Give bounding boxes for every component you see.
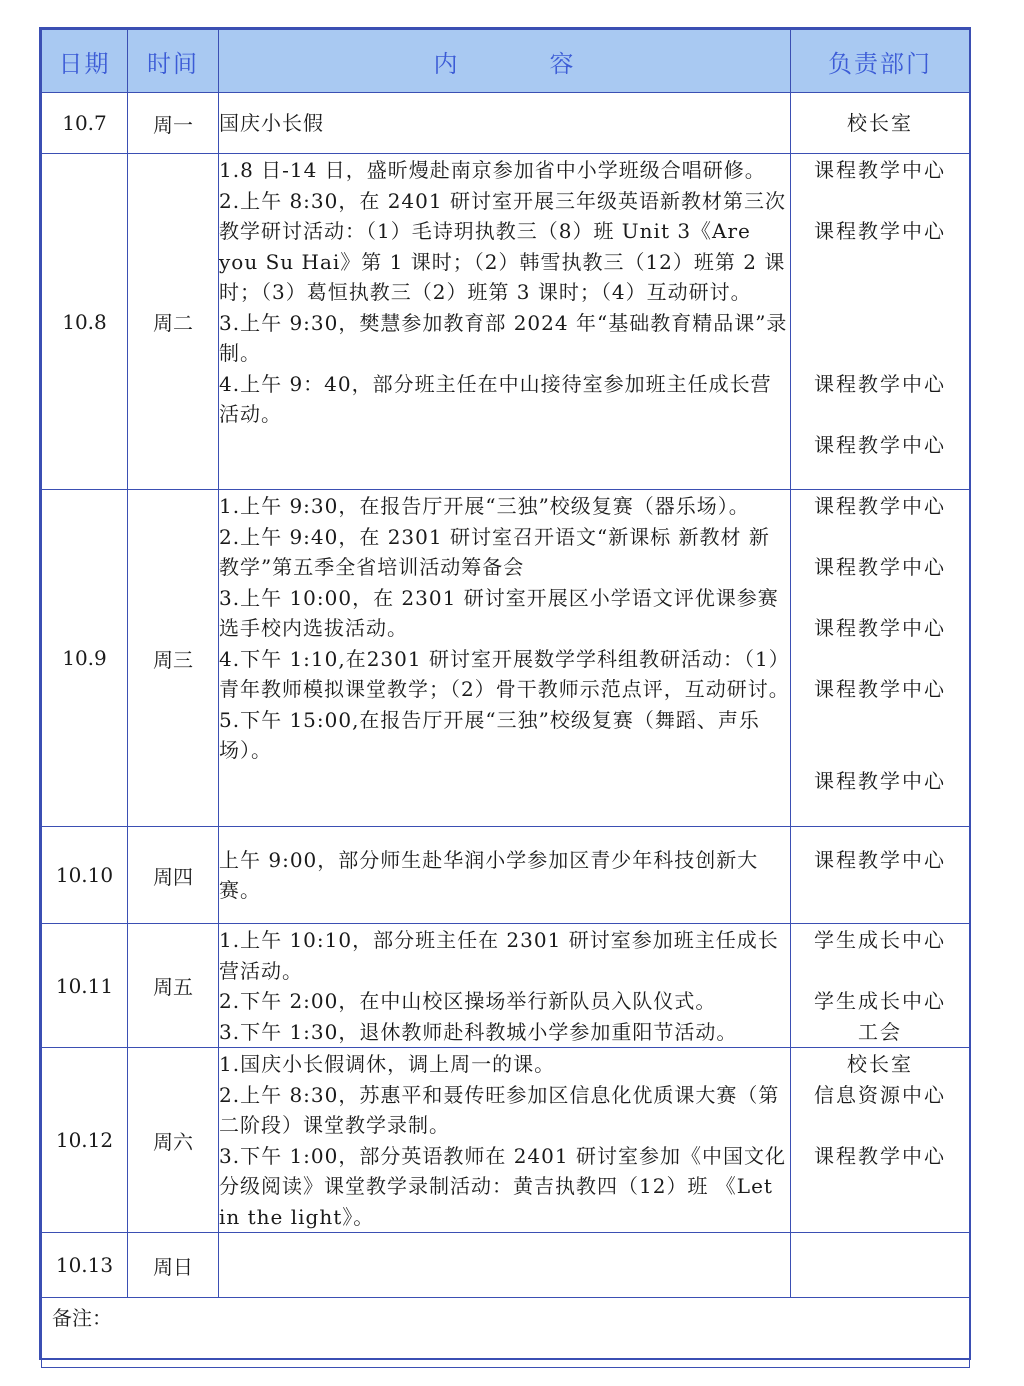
row-day: 周六 — [128, 1048, 219, 1233]
content-item: 上午 9:00，部分师生赴华润小学参加区青少年科技创新大赛。 — [219, 847, 759, 902]
dept-label — [791, 338, 969, 369]
dept-label: 校长室 — [847, 110, 913, 135]
row-dept — [791, 1233, 970, 1298]
dept-label — [791, 1110, 969, 1141]
dept-label: 课程教学中心 — [814, 432, 946, 457]
row-date: 10.11 — [42, 924, 128, 1048]
notes-row — [42, 1298, 970, 1368]
row-dept — [791, 93, 970, 154]
notes-label: 备注： — [52, 1306, 112, 1330]
row-day: 周一 — [128, 93, 219, 154]
dept-label — [791, 583, 969, 614]
dept-label — [791, 705, 969, 736]
dept-label — [791, 277, 969, 308]
dept-label — [791, 247, 969, 278]
row-dept — [791, 154, 970, 490]
table-row — [42, 827, 970, 924]
content-item: 1.国庆小长假调休，调上周一的课。 — [219, 1052, 556, 1076]
row-date: 10.13 — [42, 1233, 128, 1298]
row-day: 周五 — [128, 924, 219, 1048]
row-day: 周四 — [128, 827, 219, 924]
row-date: 10.7 — [42, 93, 128, 154]
dept-label — [791, 735, 969, 766]
dept-label — [791, 875, 969, 906]
dept-label: 课程教学中心 — [814, 677, 946, 701]
table-row — [42, 1048, 970, 1233]
row-dept — [791, 1048, 970, 1233]
dept-label — [791, 644, 969, 675]
row-date: 10.10 — [42, 827, 128, 924]
row-date: 10.9 — [42, 490, 128, 827]
row-dept — [791, 490, 970, 827]
table-row — [42, 93, 970, 154]
dept-label — [791, 956, 969, 987]
row-day: 周二 — [128, 154, 219, 490]
dept-label: 学生成长中心 — [814, 989, 946, 1013]
dept-label: 课程教学中心 — [814, 768, 946, 793]
notes-cell — [42, 1298, 970, 1368]
row-content — [219, 93, 791, 154]
content-item: 3.下午 1:30，退休教师赴科教城小学参加重阳节活动。 — [219, 1019, 738, 1044]
dept-label: 课程教学中心 — [814, 158, 946, 182]
header-content — [219, 30, 791, 93]
row-dept — [791, 827, 970, 924]
dept-label: 课程教学中心 — [814, 1143, 946, 1168]
row-day: 周三 — [128, 490, 219, 827]
dept-label: 课程教学中心 — [814, 616, 946, 640]
content-item: 2.上午 8:30，苏惠平和聂传旺参加区信息化优质课大赛（第二阶段）课堂教学录制。 — [219, 1082, 780, 1137]
row-day: 周日 — [128, 1233, 219, 1298]
row-date: 10.12 — [42, 1048, 128, 1233]
row-dept — [791, 924, 970, 1048]
header-date: 日期 — [42, 30, 128, 93]
row-content — [219, 924, 791, 1048]
dept-label: 课程教学中心 — [814, 555, 946, 579]
dept-label — [791, 186, 969, 217]
row-content — [219, 490, 791, 827]
content-item: 3.上午 10:00，在 2301 研讨室开展区小学语文评优课参赛选手校内选拔活动。 — [219, 585, 779, 640]
dept-label: 学生成长中心 — [814, 928, 946, 952]
dept-label — [791, 308, 969, 339]
content-item: 1.上午 9:30，在报告厅开展“三独”校级复赛（器乐场）。 — [219, 494, 750, 518]
dept-label: 课程教学中心 — [814, 219, 946, 243]
dept-label — [791, 522, 969, 553]
content-item: 3.下午 1:00，部分英语教师在 2401 研讨室参加《中国文化分级阅读》课堂教学录制活动：黄吉执教四（12）班 《Let in the light》。 — [219, 1143, 786, 1229]
header-content-char-2: 容 — [549, 49, 576, 78]
dept-label: 校长室 — [847, 1052, 913, 1076]
header-content-char-1: 内 — [433, 49, 460, 78]
header-dept: 负责部门 — [791, 30, 970, 93]
table-header-row — [42, 30, 970, 93]
table-row — [42, 490, 970, 827]
table-row — [42, 924, 970, 1048]
content-item: 4.上午 9：40，部分班主任在中山接待室参加班主任成长营活动。 — [219, 371, 772, 426]
content-item: 2.上午 8:30，在 2401 研讨室开展三年级英语新教材第三次教学研讨活动：（1）毛诗玥执教三（8）班 Unit 3《Are you Su Hai》第 1 课时；（2）韩雪执教三（12）班第 2 课时；（3）葛恒执教三（2）班第 3 课时；（4）互动研讨。 — [219, 188, 786, 304]
content-item: 5.下午 15:00,在报告厅开展“三独”校级复赛（舞蹈、声乐场）。 — [219, 707, 760, 762]
weekly-schedule-table — [41, 29, 970, 1368]
dept-label: 信息资源中心 — [814, 1082, 946, 1107]
row-content — [219, 1048, 791, 1233]
row-content — [219, 154, 791, 490]
row-content — [219, 827, 791, 924]
dept-label: 课程教学中心 — [814, 371, 946, 396]
header-time: 时间 — [128, 30, 219, 93]
content-item: 1.8 日-14 日，盛昕熳赴南京参加省中小学班级合唱研修。 — [219, 158, 766, 182]
content-item: 2.上午 9:40，在 2301 研讨室召开语文“新课标 新教材 新教学”第五季全省培训活动筹备会 — [219, 524, 770, 579]
table-row — [42, 154, 970, 490]
table-row — [42, 1233, 970, 1298]
content-item: 2.下午 2:00，在中山校区操场举行新队员入队仪式。 — [219, 989, 717, 1013]
content-item: 3.上午 9:30，樊慧参加教育部 2024 年“基础教育精品课”录制。 — [219, 310, 788, 365]
content-item: 国庆小长假 — [219, 110, 324, 135]
row-content — [219, 1233, 791, 1298]
dept-label — [791, 399, 969, 430]
row-date: 10.8 — [42, 154, 128, 490]
dept-label: 课程教学中心 — [814, 494, 946, 518]
content-item: 1.上午 10:10，部分班主任在 2301 研讨室参加班主任成长营活动。 — [219, 928, 779, 983]
dept-label: 工会 — [858, 1019, 902, 1044]
dept-label: 课程教学中心 — [814, 847, 946, 872]
content-item: 4.下午 1:10,在2301 研讨室开展数学学科组教研活动：（1）青年教师模拟课堂教学；（2）骨干教师示范点评，互动研讨。 — [219, 646, 790, 701]
